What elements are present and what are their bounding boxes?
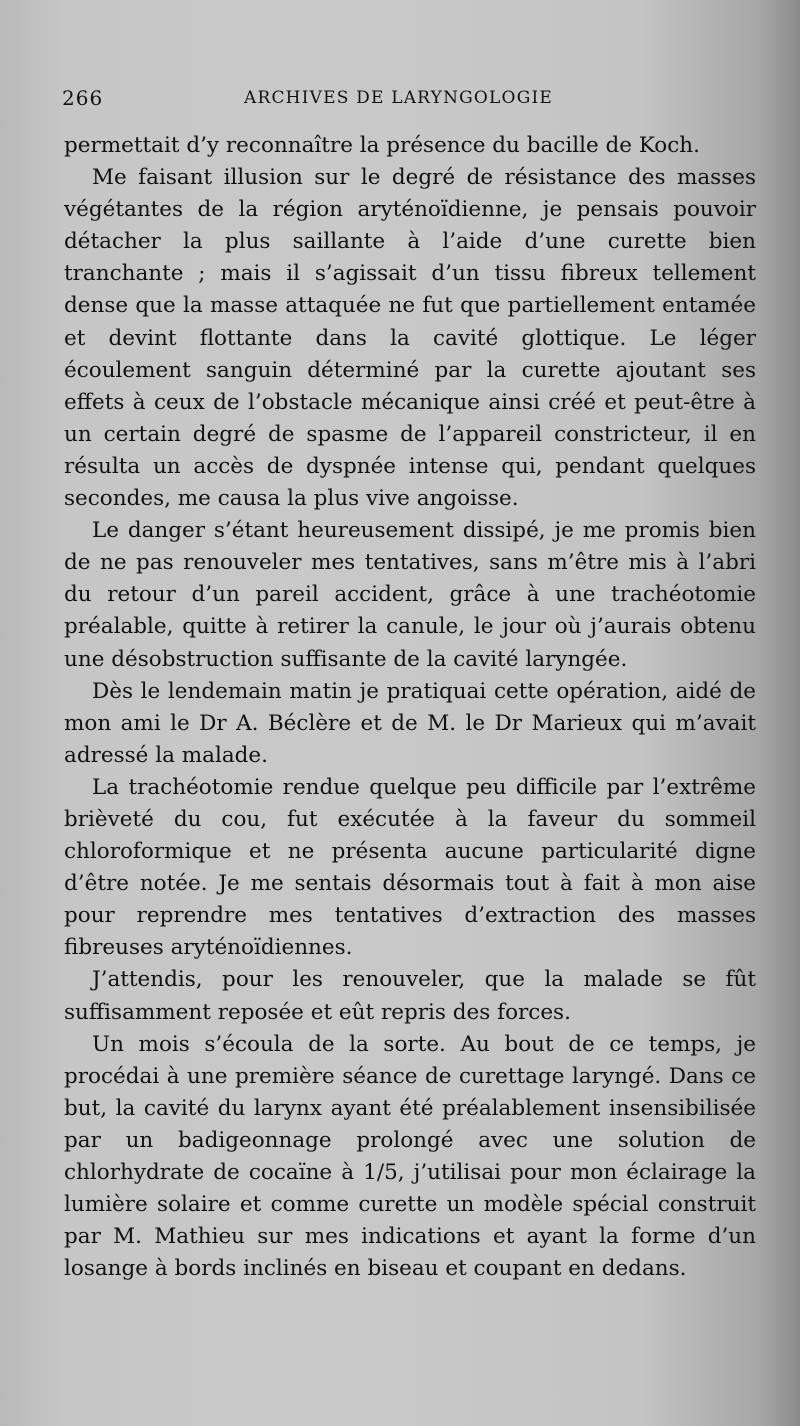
running-title: ARCHIVES DE LARYNGOLOGIE [244, 88, 553, 108]
paragraph-curette-attempt: Me faisant illusion sur le degré de résistance des masses végétantes de la région aryténoïdienne, je pensais pouvoir détacher la plus saillante à l’aide d’une curette bien tranchante ; mais il s’agissait d’un tissu fibreux tellement dense que la masse attaquée ne fut que partiellement entamée et devint flottante dans la cavité glottique. Le léger écoulement sanguin déterminé par la curette ajoutant ses effets à ceux de l’obstacle mécanique ainsi créé et peut-être à un certain degré de spasme de l’appareil constricteur, il en résulta un accès de dyspnée intense qui, pendant quelques secondes, me causa la plus vive angoisse. [64, 165, 756, 512]
paragraph-continuation: permettait d’y reconnaître la présence du bacille de Koch. [64, 133, 700, 158]
running-head [62, 86, 752, 114]
body-text [64, 130, 756, 1285]
paragraph-danger: Le danger s’étant heureusement dissipé, je me promis bien de ne pas renouveler mes tentatives, sans m’être mis à l’abri du retour d’un pareil accident, grâce à une trachéotomie préalable, quitte à retirer la canule, le jour où j’aurais obtenu une désobstruction suffisante de la cavité laryngée. [64, 518, 756, 672]
paragraph-curettage: Un mois s’écoula de la sorte. Au bout de ce temps, je procédai à une première séance de curettage laryngé. Dans ce but, la cavité du larynx ayant été préalablement insensibilisée par un badigeonnage prolongé avec une solution de chlorhydrate de cocaïne à 1/5, j’utilisai pour mon éclairage la lumière solaire et comme curette un modèle spécial construit par M. Mathieu sur mes indications et ayant la forme d’un losange à bords inclinés en biseau et coupant en dedans. [64, 1031, 756, 1282]
page-number: 266 [62, 86, 104, 110]
paragraph-tracheotomy-team: Dès le lendemain matin je pratiquai cette opération, aidé de mon ami le Dr A. Béclère et de M. le Dr Marieux qui m’avait adressé la malade. [64, 678, 756, 768]
paragraph-tracheotomy-performed: La trachéotomie rendue quelque peu difficile par l’extrême brièveté du cou, fut exécutée à la faveur du sommeil chloroformique et ne présenta aucune particularité digne d’être notée. Je me sentais désormais tout à fait à mon aise pour reprendre mes tentatives d’extraction des masses fibreuses aryténoïdiennes. [64, 774, 756, 961]
paragraph-rest: J’attendis, pour les renouveler, que la malade se fût suffisamment reposée et eût repris des forces. [64, 967, 756, 1025]
